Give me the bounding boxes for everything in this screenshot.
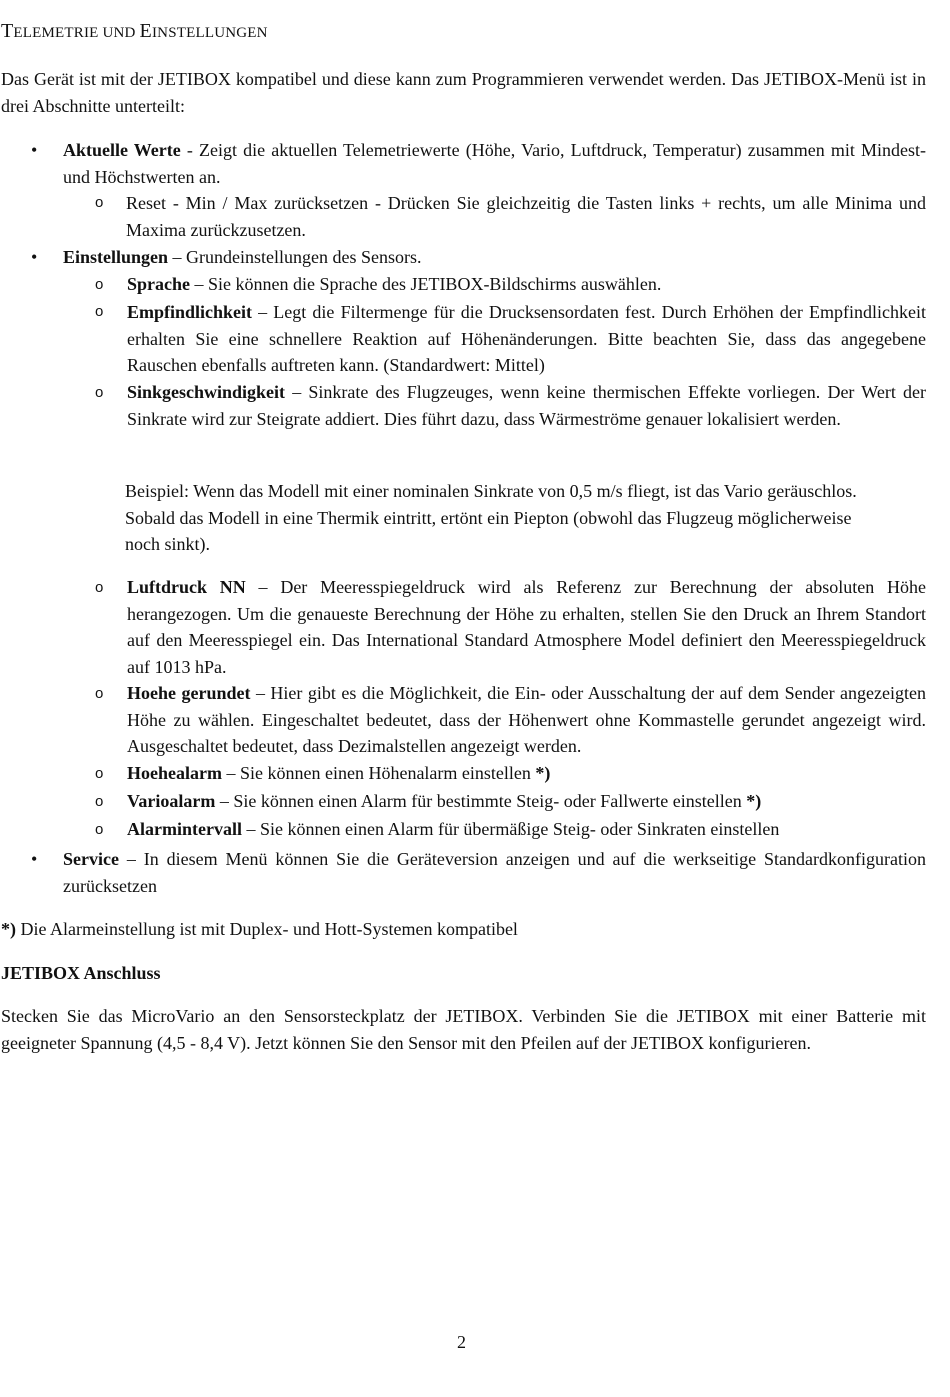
item-title: Service [63, 849, 119, 869]
item-title: Sinkgeschwindigkeit [127, 382, 286, 402]
item-title: Varioalarm [127, 791, 216, 811]
sub-bullet: o [95, 384, 104, 401]
example-paragraph: Beispiel: Wenn das Modell mit einer nominalen Sinkrate von 0,5 m/s fliegt, ist das Vario geräuschlos. Sobald das Modell in eine Thermik eintritt, ertönt ein Piepton (obwohl das Flugzeug möglicherweise noch sinkt). [125, 481, 857, 554]
item-text: – Grundeinstellungen des Sensors. [168, 247, 422, 267]
sub-bullet: o [95, 685, 104, 702]
item-text: - Zeigt die aktuellen Telemetriewerte (Höhe, Vario, Luftdruck, Temperatur) zusammen mit Mindest- und Höchstwerten an. [63, 140, 926, 187]
bullet-dot: • [31, 140, 38, 160]
footnote-mark: *) [746, 791, 762, 811]
list-subitem-varioalarm [127, 788, 926, 815]
page-number: 2 [457, 1332, 466, 1352]
heading-rest-2: INSTELLUNGEN [151, 25, 268, 41]
list-subitem-empfindlichkeit [127, 299, 926, 379]
item-text: – Hier gibt es die Möglichkeit, die Ein- oder Ausschaltung der auf dem Sender angezeigten Höhe zu wählen. Eingeschaltet bedeutet, dass der Höhenwert ohne Kommastelle gerundet angezeigt wird. Ausgeschaltet bedeutet, dass Dezimalstellen angezeigt werden. [127, 683, 926, 756]
footnote-mark: *) [535, 763, 551, 783]
item-title: Alarmintervall [127, 819, 242, 839]
list-subitem-hoehealarm [127, 760, 926, 787]
item-title: Luftdruck NN [127, 577, 246, 597]
sub-bullet: o [95, 276, 104, 293]
item-title: Aktuelle Werte [63, 140, 181, 160]
list-subitem-sprache [127, 271, 926, 298]
list-subitem-sinkgeschwindigkeit [127, 379, 926, 432]
heading-cap-e: E [139, 20, 152, 42]
item-title: Einstellungen [63, 247, 169, 267]
bullet-dot: • [31, 247, 38, 267]
footnote [1, 916, 926, 943]
item-text: – Sie können einen Höhenalarm einstellen [221, 763, 536, 783]
heading-cap-t: T [1, 20, 14, 42]
list-subitem-alarmintervall [127, 816, 926, 843]
list-subitem-luftdruck [127, 574, 926, 680]
list-subitem-hoehe-gerundet [127, 680, 926, 760]
sub-bullet: o [95, 765, 104, 782]
intro-paragraph: Das Gerät ist mit der JETIBOX kompatibel und diese kann zum Programmieren verwendet werden. Das JETIBOX-Menü ist in drei Abschnitte unterteilt: [1, 69, 926, 116]
footnote-text: Die Alarmeinstellung ist mit Duplex- und Hott-Systemen kompatibel [16, 919, 518, 939]
subheading-anschluss [1, 960, 926, 987]
list-item-einstellungen [63, 244, 926, 271]
item-text: – In diesem Menü können Sie die Geräteversion anzeigen und auf die werkseitige Standardkonfiguration zurücksetzen [63, 849, 926, 896]
list-subitem-reset: Reset - Min / Max zurücksetzen - Drücken Sie gleichzeitig die Tasten links + rechts, um alle Minima und Maxima zurückzusetzen. [126, 193, 926, 240]
subheading-text: JETIBOX Anschluss [1, 963, 161, 983]
sub-bullet: o [95, 793, 104, 810]
sub-bullet: o [95, 821, 104, 838]
item-title: Hoehealarm [127, 763, 222, 783]
sub-bullet: o [95, 303, 104, 320]
bullet-dot: • [31, 849, 38, 869]
list-item-service [63, 846, 926, 899]
item-title: Empfindlichkeit [127, 302, 253, 322]
item-text: – Sinkrate des Flugzeuges, wenn keine thermischen Effekte vorliegen. Der Wert der Sinkrate wird zur Steigrate addiert. Dies führt dazu, dass Wärmeströme genauer lokalisiert werden. [127, 382, 926, 429]
list-item-aktuelle-werte [63, 137, 926, 190]
item-text: – Der Meeresspiegeldruck wird als Referenz zur Berechnung der absoluten Höhe herangezogen. Um die genaueste Berechnung der Höhe zu erhalten, stellen Sie den Druck an Ihrem Standort auf den Meeresspiegel ein. Das International Standard Atmosphere Model definiert den Meeresspiegeldruck auf 1013 hPa. [127, 577, 926, 677]
item-text: – Sie können einen Alarm für übermäßige Steig- oder Sinkraten einstellen [241, 819, 780, 839]
item-title: Sprache [127, 274, 190, 294]
footnote-mark: *) [1, 919, 16, 939]
item-text: – Sie können einen Alarm für bestimmte Steig- oder Fallwerte einstellen [215, 791, 747, 811]
sub-bullet: o [95, 579, 104, 596]
section-heading [1, 18, 268, 47]
item-text: – Sie können die Sprache des JETIBOX-Bildschirms auswählen. [190, 274, 662, 294]
sub-bullet: o [95, 194, 104, 211]
item-title: Hoehe gerundet [127, 683, 251, 703]
item-text: – Legt die Filtermenge für die Drucksensordaten fest. Durch Erhöhen der Empfindlichkeit erhalten Sie eine schnellere Reaktion auf Höhenänderungen. Bitte beachten Sie, dass das angegebene Rauschen ebenfalls auftreten kann. (Standardwert: Mittel) [127, 302, 926, 375]
anschluss-paragraph: Stecken Sie das MicroVario an den Sensorsteckplatz der JETIBOX. Verbinden Sie die JETIBOX mit einer Batterie mit geeigneter Spannung (4,5 - 8,4 V). Jetzt können Sie den Sensor mit den Pfeilen auf der JETIBOX konfigurieren. [1, 1006, 926, 1053]
heading-rest-1: ELEMETRIE UND [13, 25, 140, 41]
